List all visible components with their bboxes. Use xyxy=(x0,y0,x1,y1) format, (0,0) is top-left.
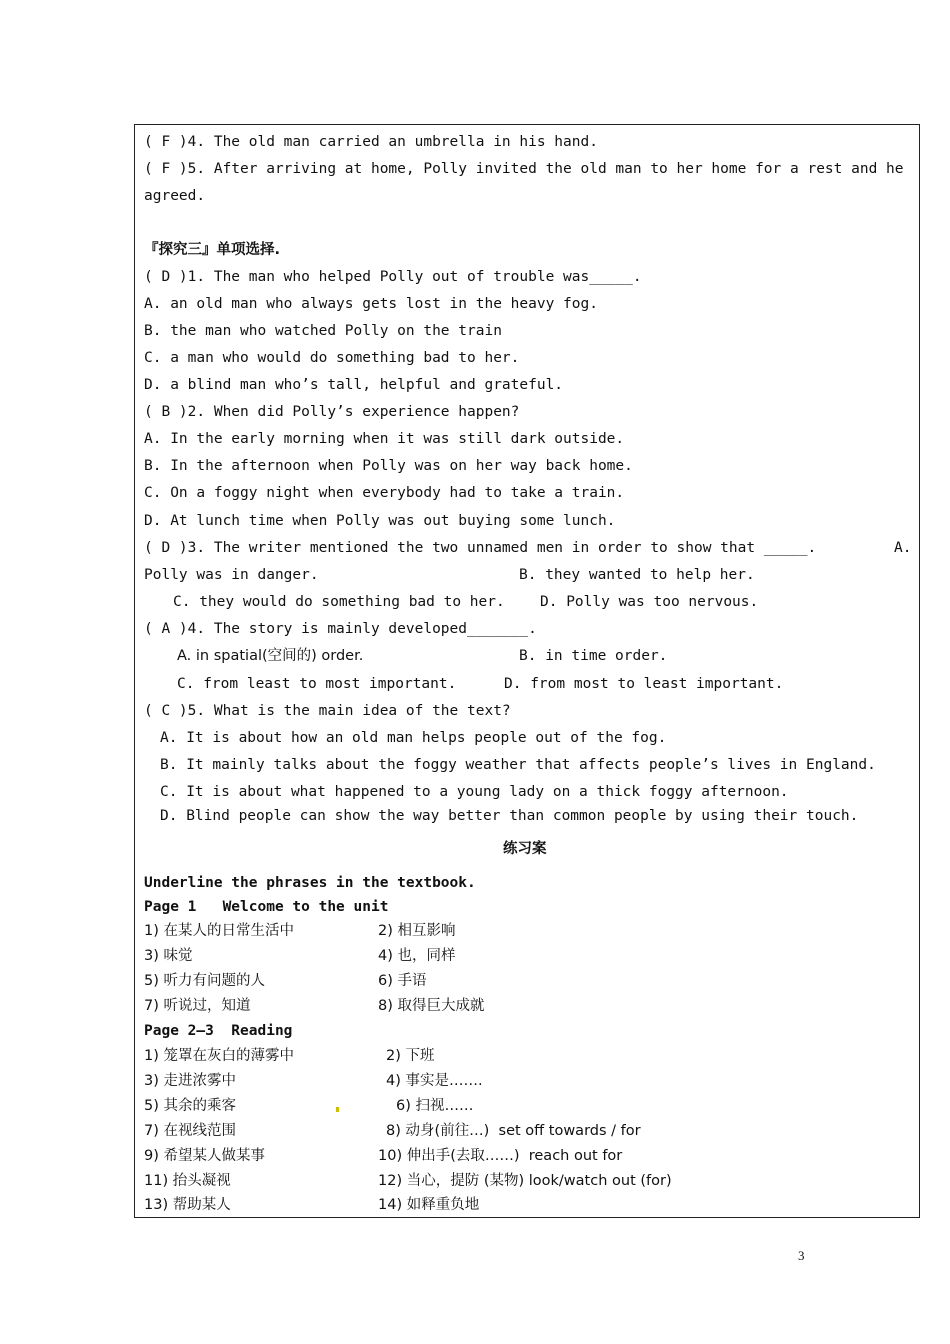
text-line: C. they would do something bad to her. xyxy=(173,594,505,610)
page-number: 3 xyxy=(798,1248,805,1263)
text-line: B. they wanted to help her. xyxy=(519,567,755,583)
text-line: 11) 抬头凝视 xyxy=(144,1173,231,1189)
text-line: 3) 走进浓雾中 xyxy=(144,1073,236,1089)
text-line: A. It is about how an old man helps people out of the fog. xyxy=(160,730,667,746)
text-line: C. It is about what happened to a young lady on a thick foggy afternoon. xyxy=(160,784,789,800)
text-line: Polly was in danger. xyxy=(144,567,319,583)
text-line: 3) 味觉 xyxy=(144,948,193,964)
text-line: 4) 事实是……. xyxy=(386,1073,483,1089)
text-line: Page 1 Welcome to the unit xyxy=(144,899,389,915)
text-line: ( F )4. The old man carried an umbrella in his hand. xyxy=(144,134,598,150)
text-line: ( D )3. The writer mentioned the two unnamed men in order to show that _____. xyxy=(144,540,817,556)
text-line: C. from least to most important. xyxy=(177,676,457,692)
text-line: A. in spatial(空间的) order. xyxy=(177,648,364,664)
text-line: 7) 在视线范围 xyxy=(144,1123,236,1139)
text-line: 7) 听说过，知道 xyxy=(144,998,251,1014)
text-line: A. xyxy=(894,540,912,556)
text-line: 6) 扫视…… xyxy=(396,1098,474,1114)
text-line: ( A )4. The story is mainly developed_______. xyxy=(144,621,537,637)
text-line: ( D )1. The man who helped Polly out of trouble was_____. xyxy=(144,269,642,285)
text-line: B. the man who watched Polly on the train xyxy=(144,323,502,339)
text-line: 6) 手语 xyxy=(378,973,427,989)
text-line: 1) 笼罩在灰白的薄雾中 xyxy=(144,1048,294,1064)
text-line: A. an old man who always gets lost in the heavy fog. xyxy=(144,296,598,312)
text-line: 5) 听力有问题的人 xyxy=(144,973,265,989)
text-line: ( F )5. After arriving at home, Polly invited the old man to her home for a rest and he xyxy=(144,161,904,177)
text-line: 5) 其余的乘客 xyxy=(144,1098,236,1114)
text-line: 2) 相互影响 xyxy=(378,923,456,939)
text-line: ( C )5. What is the main idea of the text? xyxy=(144,703,511,719)
text-line: B. It mainly talks about the foggy weather that affects people’s lives in England. xyxy=(160,757,876,773)
text-line: 8) 取得巨大成就 xyxy=(378,998,485,1014)
text-line: ( B )2. When did Polly’s experience happen? xyxy=(144,404,520,420)
text-line: 14) 如释重负地 xyxy=(378,1197,480,1213)
text-line: 8) 动身(前往…) set off towards / for xyxy=(386,1123,641,1139)
text-line: 4) 也，同样 xyxy=(378,948,456,964)
text-line: A. In the early morning when it was still dark outside. xyxy=(144,431,625,447)
text-line: C. a man who would do something bad to her. xyxy=(144,350,520,366)
text-line: D. At lunch time when Polly was out buying some lunch. xyxy=(144,513,616,529)
text-line: D. from most to least important. xyxy=(504,676,784,692)
text-line: Page 2—3 Reading xyxy=(144,1023,293,1039)
text-line: 12) 当心，提防 (某物) look/watch out (for) xyxy=(378,1173,672,1189)
text-line: B. In the afternoon when Polly was on her way back home. xyxy=(144,458,633,474)
text-line: 练习案 xyxy=(503,841,547,857)
text-line: D. Polly was too nervous. xyxy=(540,594,759,610)
text-line: B. in time order. xyxy=(519,648,668,664)
text-line: 2) 下班 xyxy=(386,1048,435,1064)
text-line: 9) 希望某人做某事 xyxy=(144,1148,265,1164)
text-line: D. a blind man who’s tall, helpful and grateful. xyxy=(144,377,564,393)
text-line: C. On a foggy night when everybody had to take a train. xyxy=(144,485,625,501)
text-line: 『探究三』单项选择. xyxy=(144,242,281,258)
text-line: D. Blind people can show the way better than common people by using their touch. xyxy=(160,808,859,824)
text-line: agreed. xyxy=(144,188,206,204)
text-line: 1) 在某人的日常生活中 xyxy=(144,923,294,939)
text-line: Underline the phrases in the textbook. xyxy=(144,875,476,891)
stray-mark xyxy=(336,1107,339,1112)
text-line: 10) 伸出手(去取……) reach out for xyxy=(378,1148,623,1164)
text-line: 13) 帮助某人 xyxy=(144,1197,231,1213)
